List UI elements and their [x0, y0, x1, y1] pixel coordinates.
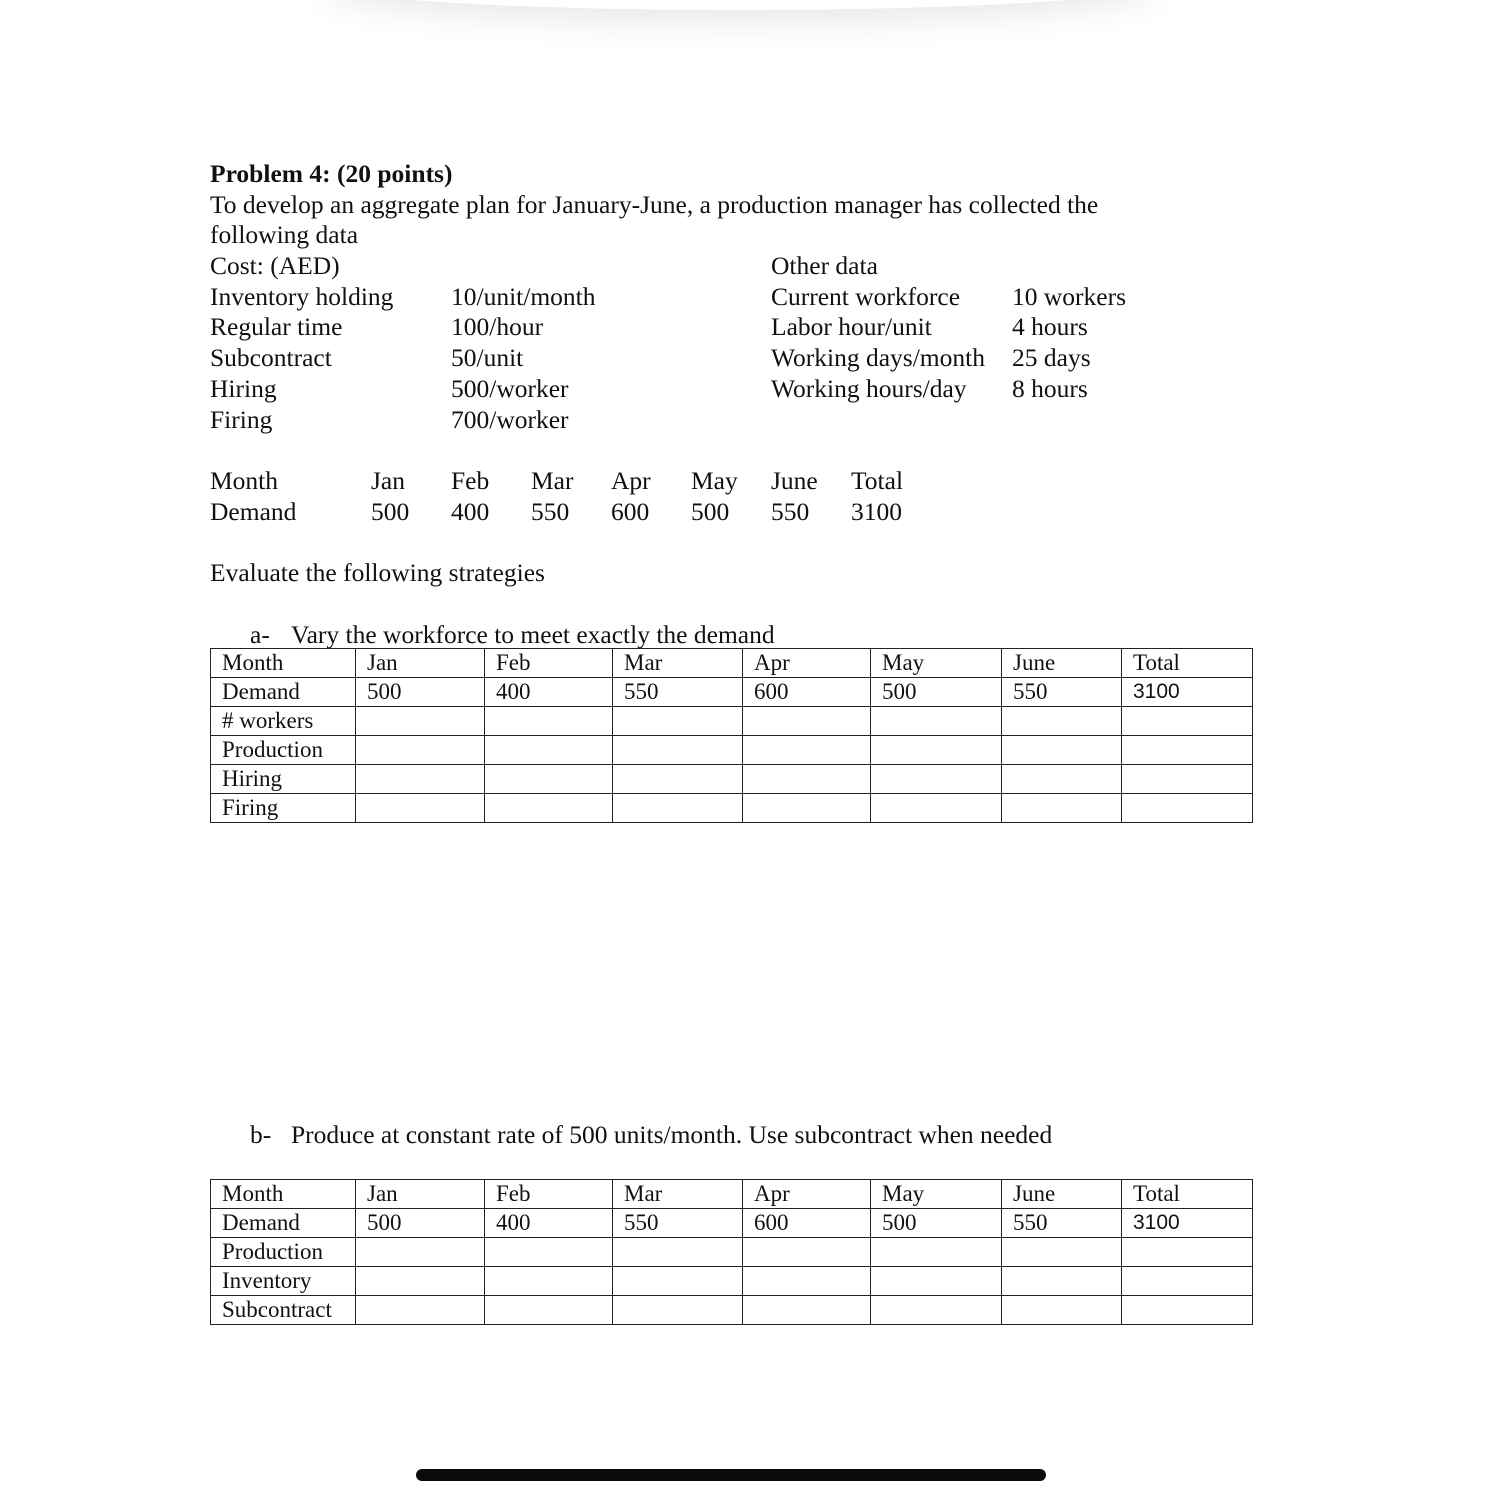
- table-cell: June: [1002, 649, 1122, 678]
- table-row: [211, 1180, 1253, 1209]
- empty-cell: [743, 1267, 871, 1296]
- table-row: [211, 765, 1253, 794]
- summary-month: June: [771, 466, 818, 495]
- table-cell: Subcontract: [211, 1296, 356, 1325]
- cost-label: Regular time: [210, 312, 343, 341]
- summary-demand-value: 3100: [851, 497, 902, 526]
- table-cell: 550: [1002, 1209, 1122, 1238]
- table-row: [211, 678, 1253, 707]
- empty-cell: [356, 1296, 485, 1325]
- empty-cell: [1122, 1296, 1253, 1325]
- table-cell: 3100: [1122, 1209, 1253, 1238]
- summary-demand-value: 600: [611, 497, 650, 526]
- table-cell: Production: [211, 1238, 356, 1267]
- table-cell: Firing: [211, 794, 356, 823]
- problem-title: Problem 4: (20 points): [210, 159, 453, 188]
- strategy-a-table: [210, 648, 1253, 823]
- empty-cell: [485, 794, 613, 823]
- other-value: 25 days: [1012, 343, 1091, 372]
- table-cell: # workers: [211, 707, 356, 736]
- other-label: Current workforce: [771, 282, 961, 311]
- empty-cell: [356, 765, 485, 794]
- table-cell: Inventory: [211, 1267, 356, 1296]
- summary-month: May: [691, 466, 738, 495]
- table-row: [211, 736, 1253, 765]
- table-cell: 600: [743, 678, 871, 707]
- table-row: [211, 794, 1253, 823]
- empty-cell: [871, 794, 1002, 823]
- empty-cell: [1002, 1238, 1122, 1267]
- intro-line-2: following data: [210, 220, 359, 249]
- table-cell: Production: [211, 736, 356, 765]
- empty-cell: [613, 794, 743, 823]
- summary-demand-value: 500: [691, 497, 730, 526]
- table-cell: 400: [485, 1209, 613, 1238]
- table-cell: Mar: [613, 649, 743, 678]
- table-row: [211, 649, 1253, 678]
- summary-month: Mar: [531, 466, 574, 495]
- summary-demand-value: 550: [771, 497, 810, 526]
- table-row: [211, 1209, 1253, 1238]
- table-cell: Apr: [743, 1180, 871, 1209]
- strategy-a-marker: a-: [250, 620, 270, 649]
- table-cell: Month: [211, 649, 356, 678]
- empty-cell: [1002, 794, 1122, 823]
- empty-cell: [485, 1296, 613, 1325]
- empty-cell: [1122, 1238, 1253, 1267]
- empty-cell: [1002, 736, 1122, 765]
- empty-cell: [1122, 1267, 1253, 1296]
- empty-cell: [871, 1267, 1002, 1296]
- table-cell: Demand: [211, 1209, 356, 1238]
- summary-month: Total: [851, 466, 904, 495]
- empty-cell: [871, 736, 1002, 765]
- table-row: [211, 707, 1253, 736]
- table-row: [211, 1296, 1253, 1325]
- evaluate-text: Evaluate the following strategies: [210, 558, 545, 587]
- table-cell: Feb: [485, 649, 613, 678]
- empty-cell: [1002, 1267, 1122, 1296]
- empty-cell: [1122, 765, 1253, 794]
- empty-cell: [613, 707, 743, 736]
- summary-month: Apr: [611, 466, 651, 495]
- table-cell: 3100: [1122, 678, 1253, 707]
- table-cell: Mar: [613, 1180, 743, 1209]
- summary-month: Jan: [371, 466, 405, 495]
- table-cell: 550: [613, 1209, 743, 1238]
- empty-cell: [1122, 794, 1253, 823]
- summary-demand-value: 400: [451, 497, 490, 526]
- other-label: Labor hour/unit: [771, 312, 932, 341]
- empty-cell: [485, 736, 613, 765]
- table-row: [211, 1238, 1253, 1267]
- other-label: Working days/month: [771, 343, 985, 372]
- empty-cell: [1122, 736, 1253, 765]
- table-cell: 550: [613, 678, 743, 707]
- table-cell: Total: [1122, 1180, 1253, 1209]
- summary-demand-label: Demand: [210, 497, 297, 526]
- table-cell: 500: [356, 678, 485, 707]
- empty-cell: [485, 1238, 613, 1267]
- empty-cell: [871, 707, 1002, 736]
- strategy-a-text: Vary the workforce to meet exactly the demand: [291, 620, 775, 649]
- other-value: 10 workers: [1012, 282, 1127, 311]
- empty-cell: [613, 1267, 743, 1296]
- top-shadow: [330, 0, 1150, 10]
- table-cell: 500: [871, 1209, 1002, 1238]
- empty-cell: [613, 736, 743, 765]
- cost-label: Inventory holding: [210, 282, 394, 311]
- table-cell: 500: [871, 678, 1002, 707]
- empty-cell: [743, 794, 871, 823]
- table-cell: Hiring: [211, 765, 356, 794]
- cost-header: Cost: (AED): [210, 251, 340, 280]
- empty-cell: [356, 707, 485, 736]
- strategy-b-text: Produce at constant rate of 500 units/month. Use subcontract when needed: [291, 1120, 1053, 1149]
- cost-value: 700/worker: [451, 405, 569, 434]
- empty-cell: [743, 707, 871, 736]
- table-cell: June: [1002, 1180, 1122, 1209]
- empty-cell: [356, 736, 485, 765]
- table-cell: 400: [485, 678, 613, 707]
- empty-cell: [1002, 1296, 1122, 1325]
- strategy-b-marker: b-: [250, 1120, 272, 1149]
- empty-cell: [743, 1296, 871, 1325]
- empty-cell: [743, 1238, 871, 1267]
- table-cell: May: [871, 1180, 1002, 1209]
- cost-label: Firing: [210, 405, 273, 434]
- cost-value: 100/hour: [451, 312, 544, 341]
- empty-cell: [485, 765, 613, 794]
- table-cell: 500: [356, 1209, 485, 1238]
- intro-line-1: To develop an aggregate plan for January-June, a production manager has collected the: [210, 190, 1099, 219]
- empty-cell: [485, 707, 613, 736]
- empty-cell: [1122, 707, 1253, 736]
- empty-cell: [743, 736, 871, 765]
- table-cell: Jan: [356, 1180, 485, 1209]
- table-cell: May: [871, 649, 1002, 678]
- table-row: [211, 1267, 1253, 1296]
- cost-label: Subcontract: [210, 343, 332, 372]
- table-cell: Total: [1122, 649, 1253, 678]
- empty-cell: [613, 1296, 743, 1325]
- table-cell: 550: [1002, 678, 1122, 707]
- strategy-b-table: [210, 1179, 1253, 1325]
- table-cell: Month: [211, 1180, 356, 1209]
- table-cell: 600: [743, 1209, 871, 1238]
- empty-cell: [613, 1238, 743, 1267]
- empty-cell: [871, 765, 1002, 794]
- cost-value: 500/worker: [451, 374, 569, 403]
- empty-cell: [1002, 765, 1122, 794]
- summary-demand-value: 550: [531, 497, 570, 526]
- other-header: Other data: [771, 251, 878, 280]
- cost-value: 50/unit: [451, 343, 524, 372]
- empty-cell: [871, 1296, 1002, 1325]
- table-cell: Apr: [743, 649, 871, 678]
- empty-cell: [1002, 707, 1122, 736]
- other-value: 8 hours: [1012, 374, 1088, 403]
- table-cell: Demand: [211, 678, 356, 707]
- summary-month-label: Month: [210, 466, 279, 495]
- table-cell: Feb: [485, 1180, 613, 1209]
- empty-cell: [613, 765, 743, 794]
- empty-cell: [485, 1267, 613, 1296]
- other-value: 4 hours: [1012, 312, 1088, 341]
- summary-demand-value: 500: [371, 497, 410, 526]
- home-indicator-bar[interactable]: [416, 1469, 1046, 1481]
- table-cell: Jan: [356, 649, 485, 678]
- empty-cell: [356, 1267, 485, 1296]
- empty-cell: [356, 1238, 485, 1267]
- cost-value: 10/unit/month: [451, 282, 596, 311]
- cost-label: Hiring: [210, 374, 277, 403]
- summary-month: Feb: [451, 466, 490, 495]
- empty-cell: [743, 765, 871, 794]
- empty-cell: [356, 794, 485, 823]
- other-label: Working hours/day: [771, 374, 967, 403]
- empty-cell: [871, 1238, 1002, 1267]
